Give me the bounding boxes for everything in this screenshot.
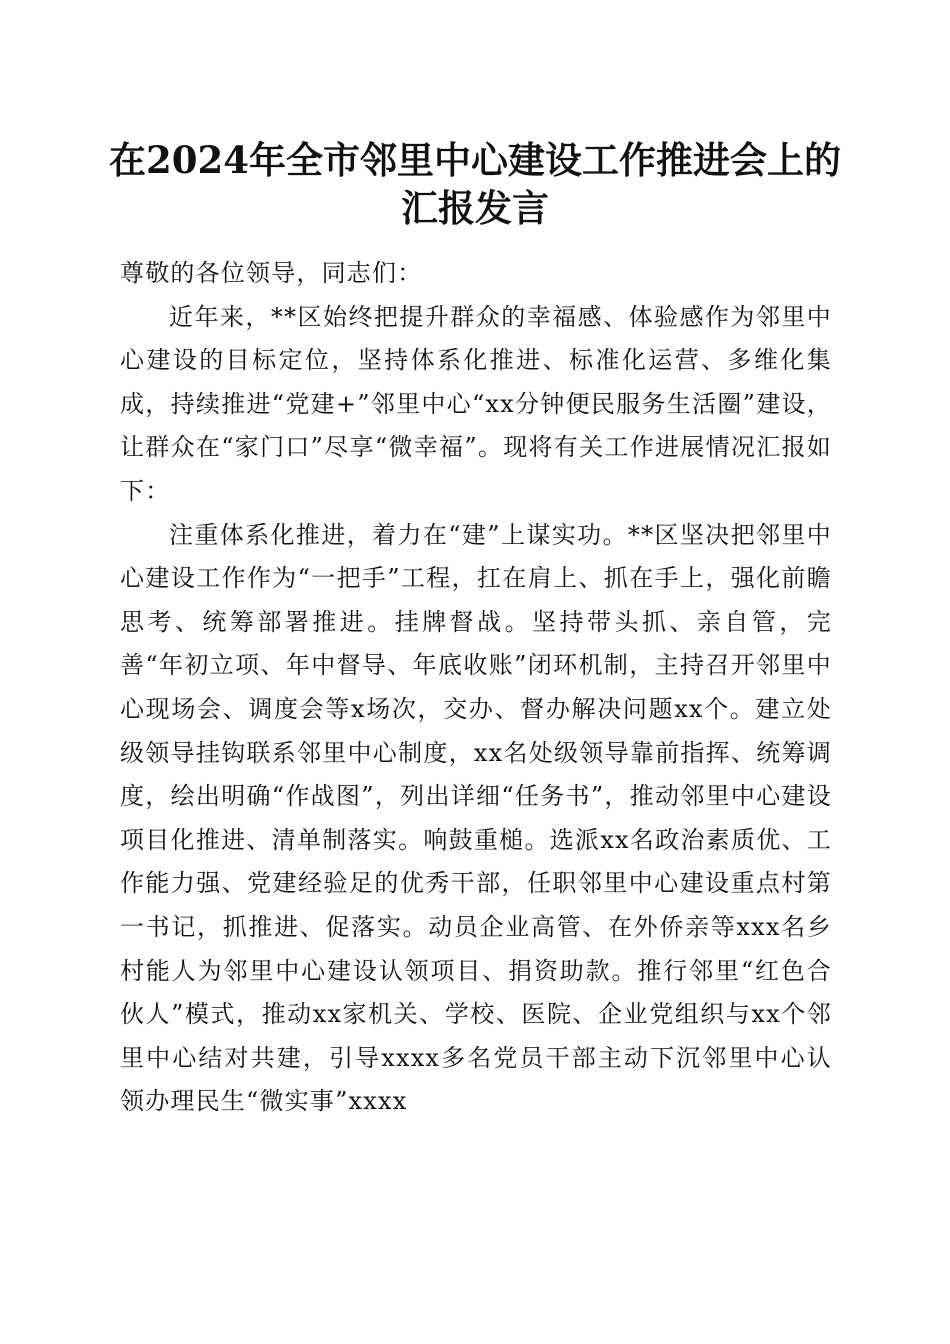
document-title	[100, 136, 850, 232]
paragraph-intro: 近年来，**区始终把提升群众的幸福感、体验感作为邻里中心建设的目标定位，坚持体系化推进、标准化运营、多维化集成，持续推进“党建+”邻里中心“xx分钟便民服务生活圈”建设，让群众在“家门口”尽享“微幸福”。现将有关工作进展情况汇报如下：	[120, 302, 832, 505]
salutation: 尊敬的各位领导，同志们：	[120, 259, 423, 287]
paragraph-system-promotion: 注重体系化推进，着力在“建”上谋实功。**区坚决把邻里中心建设工作作为“一把手”工程，扛在肩上、抓在手上，强化前瞻思考、统筹部署推进。挂牌督战。坚持带头抓、亲自管，完善“年初立项、年中督导、年底收账”闭环机制，主持召开邻里中心现场会、调度会等x场次，交办、督办解决问题xx个。建立处级领导挂钩联系邻里中心制度，xx名处级领导靠前指挥、统筹调度，绘出明确“作战图”，列出详细“任务书”，推动邻里中心建设项目化推进、清单制落实。响鼓重槌。选派xx名政治素质优、工作能力强、党建经验足的优秀干部，任职邻里中心建设重点村第一书记，抓推进、促落实。动员企业高管、在外侨亲等xxx名乡村能人为邻里中心建设认领项目、捐资助款。推行邻里“红色合伙人”模式，推动xx家机关、学校、医院、企业党组织与xx个邻里中心结对共建，引导xxxx多名党员干部主动下沉邻里中心认领办理民生“微实事”xxxx	[120, 520, 832, 1116]
document-title-line-2: 汇报发言	[401, 186, 549, 230]
document-body	[120, 252, 832, 1124]
document-title-line-1: 在2024年全市邻里中心建设工作推进会上的	[109, 138, 841, 182]
